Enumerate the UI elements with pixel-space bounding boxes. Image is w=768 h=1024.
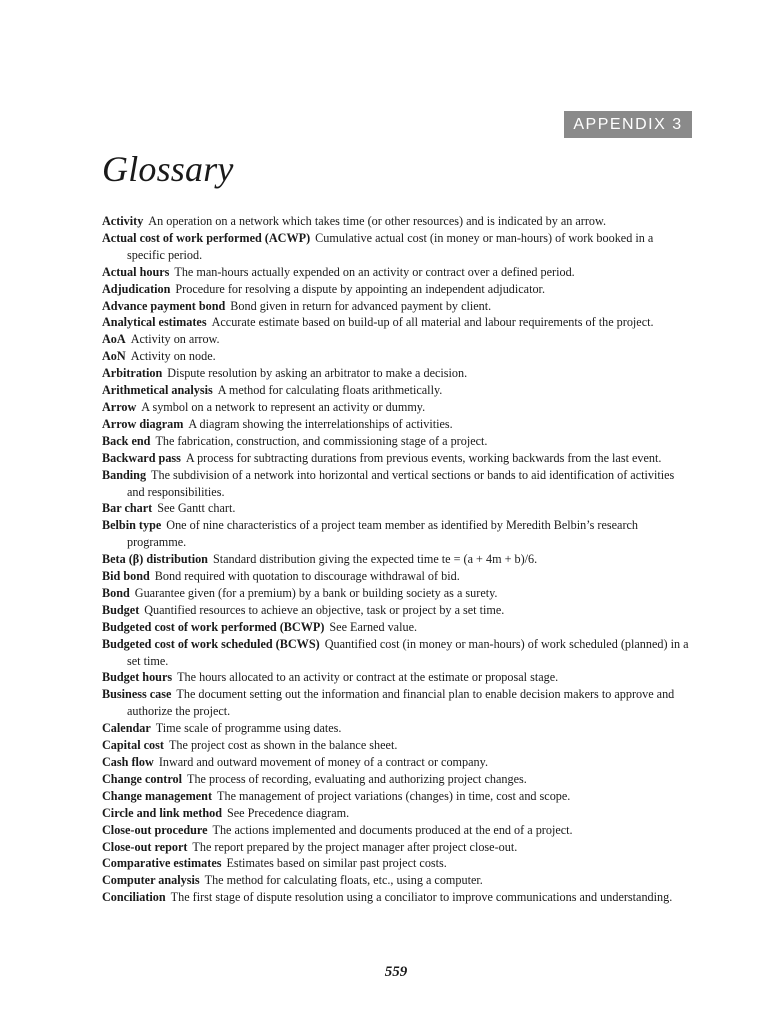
glossary-entry xyxy=(102,517,694,551)
glossary-term: AoA xyxy=(102,332,126,347)
glossary-entry xyxy=(102,213,694,230)
glossary-definition: Quantified resources to achieve an objective, task or project by a set time. xyxy=(144,602,505,617)
glossary-definition: The man-hours actually expended on an activity or contract over a defined period. xyxy=(174,264,575,279)
glossary-term: Budget hours xyxy=(102,670,173,685)
appendix-label: APPENDIX 3 xyxy=(564,111,692,138)
glossary-term: Backward pass xyxy=(102,450,181,465)
glossary-definition: The first stage of dispute resolution using a conciliator to improve communications and understanding. xyxy=(170,890,673,905)
glossary-entry xyxy=(102,551,694,568)
glossary-entry xyxy=(102,568,694,585)
glossary-term: Cash flow xyxy=(102,755,154,769)
glossary-entry xyxy=(102,788,694,805)
glossary-entry xyxy=(102,619,694,636)
glossary-term: Back end xyxy=(102,433,151,448)
glossary-term: Budgeted cost of work performed (BCWP) xyxy=(102,619,325,634)
glossary-entry xyxy=(102,298,694,315)
glossary-entry xyxy=(102,822,694,839)
glossary-definition: Guarantee given (for a premium) by a bank or building society as a surety. xyxy=(134,585,498,600)
glossary-entry xyxy=(102,602,694,619)
glossary-entry xyxy=(102,365,694,382)
glossary-definition: The management of project variations (changes) in time, cost and scope. xyxy=(217,788,571,803)
glossary-definition: The document setting out the information and financial plan to enable decision makers to approve and authorize the project. xyxy=(127,687,675,719)
glossary-entry xyxy=(102,754,694,771)
glossary-definition: Procedure for resolving a dispute by appointing an independent adjudicator. xyxy=(175,281,545,296)
glossary-entry xyxy=(102,281,694,298)
glossary-term: Actual hours xyxy=(102,264,170,279)
glossary-entry xyxy=(102,737,694,754)
glossary-entry xyxy=(102,855,694,872)
glossary-term: Beta (β) distribution xyxy=(102,552,208,567)
glossary-term: Budgeted cost of work scheduled (BCWS) xyxy=(102,636,320,651)
glossary-term: Adjudication xyxy=(102,281,171,296)
glossary-term: Arbitration xyxy=(102,366,163,381)
glossary-definition: Activity on node. xyxy=(130,349,216,364)
glossary-definition: The process of recording, evaluating and authorizing project changes. xyxy=(187,771,527,786)
page-title: Glossary xyxy=(102,149,234,189)
glossary-entry xyxy=(102,467,694,501)
glossary-term: Banding xyxy=(102,467,147,482)
glossary-entry xyxy=(102,264,694,281)
glossary-term: Conciliation xyxy=(102,890,166,905)
glossary-entry xyxy=(102,331,694,348)
glossary-entry xyxy=(102,348,694,365)
glossary-entry xyxy=(102,686,694,720)
glossary-definition: One of nine characteristics of a project team member as identified by Meredith Belbin’s research programme. xyxy=(127,518,639,550)
glossary-term: Close-out procedure xyxy=(102,822,208,837)
glossary-term: Budget xyxy=(102,602,140,617)
glossary-term: Change management xyxy=(102,788,213,803)
glossary-entry xyxy=(102,669,694,686)
glossary-term: Actual cost of work performed (ACWP) xyxy=(102,230,311,245)
glossary-term: Close-out report xyxy=(102,839,188,854)
glossary-term: Capital cost xyxy=(102,738,164,753)
glossary-term: Belbin type xyxy=(102,518,162,533)
glossary-entry xyxy=(102,500,694,517)
glossary-definition: Inward and outward movement of money of a contract or company. xyxy=(158,755,488,769)
glossary-entry xyxy=(102,636,694,670)
glossary-definition: A method for calculating floats arithmetically. xyxy=(217,383,443,398)
glossary-entry xyxy=(102,433,694,450)
glossary-entry xyxy=(102,771,694,788)
glossary-entry xyxy=(102,399,694,416)
glossary-entry xyxy=(102,382,694,399)
glossary-term: Circle and link method xyxy=(102,805,222,820)
page-number: 559 xyxy=(384,964,408,980)
glossary-definition: See Gantt chart. xyxy=(157,501,236,516)
glossary-entry xyxy=(102,585,694,602)
glossary-term: Change control xyxy=(102,771,183,786)
glossary-entry xyxy=(102,720,694,737)
glossary-definition: Bond given in return for advanced payment by client. xyxy=(230,298,492,313)
glossary-entry xyxy=(102,805,694,822)
glossary-entry xyxy=(102,889,694,906)
glossary-term: Analytical estimates xyxy=(102,315,207,330)
glossary-definition: The project cost as shown in the balance sheet. xyxy=(168,738,398,753)
glossary-term: Bond xyxy=(102,585,130,600)
glossary-term: Arrow xyxy=(102,399,137,414)
glossary-definition: See Earned value. xyxy=(329,619,418,634)
glossary-term: Bar chart xyxy=(102,501,153,516)
glossary-definition: Time scale of programme using dates. xyxy=(155,721,342,736)
glossary-definition: Quantified cost (in money or man-hours) of work scheduled (planned) in a set time. xyxy=(127,636,689,668)
glossary-entry xyxy=(102,839,694,856)
glossary-term: AoN xyxy=(102,349,126,364)
glossary-definition: Cumulative actual cost (in money or man-hours) of work booked in a specific period. xyxy=(127,230,654,262)
glossary-entry xyxy=(102,314,694,331)
glossary-definition: The subdivision of a network into horizontal and vertical sections or bands to aid identification of activities and responsibilities. xyxy=(127,467,675,499)
glossary-definition: Standard distribution giving the expected time te = (a + 4m + b)/6. xyxy=(212,552,538,567)
glossary-definition: Bond required with quotation to discourage withdrawal of bid. xyxy=(154,569,460,584)
glossary-definition: A diagram showing the interrelationships of activities. xyxy=(188,416,453,431)
glossary-definition: The report prepared by the project manager after project close-out. xyxy=(192,839,518,854)
glossary-term: Arrow diagram xyxy=(102,416,184,431)
glossary-term: Comparative estimates xyxy=(102,856,222,871)
glossary-term: Computer analysis xyxy=(102,873,200,888)
glossary-term: Calendar xyxy=(102,721,151,736)
glossary-definition: Dispute resolution by asking an arbitrator to make a decision. xyxy=(167,366,468,381)
glossary-definition: A symbol on a network to represent an activity or dummy. xyxy=(141,399,426,414)
glossary-definition: Accurate estimate based on build-up of all material and labour requirements of the project. xyxy=(211,315,654,330)
glossary-definition: The actions implemented and documents produced at the end of a project. xyxy=(212,822,573,837)
glossary-term: Arithmetical analysis xyxy=(102,383,213,398)
glossary-term: Business case xyxy=(102,687,172,702)
glossary-definition: Activity on arrow. xyxy=(130,332,220,347)
glossary-definition: An operation on a network which takes time (or other resources) and is indicated by an arrow. xyxy=(148,214,607,228)
glossary-entry xyxy=(102,416,694,433)
glossary-definition: The hours allocated to an activity or contract at the estimate or proposal stage. xyxy=(177,670,559,685)
glossary-term: Activity xyxy=(102,214,144,228)
glossary-term: Bid bond xyxy=(102,569,150,584)
glossary-term: Advance payment bond xyxy=(102,298,226,313)
glossary-definition: The method for calculating floats, etc., using a computer. xyxy=(204,873,483,888)
glossary-entry xyxy=(102,450,694,467)
glossary-definition: Estimates based on similar past project costs. xyxy=(226,856,447,871)
glossary-entry xyxy=(102,872,694,889)
glossary-definition: The fabrication, construction, and commissioning stage of a project. xyxy=(155,433,488,448)
glossary-list xyxy=(102,213,694,906)
glossary-definition: A process for subtracting durations from previous events, working backwards from the last event. xyxy=(185,450,662,465)
glossary-definition: See Precedence diagram. xyxy=(226,805,350,820)
glossary-entry xyxy=(102,230,694,264)
